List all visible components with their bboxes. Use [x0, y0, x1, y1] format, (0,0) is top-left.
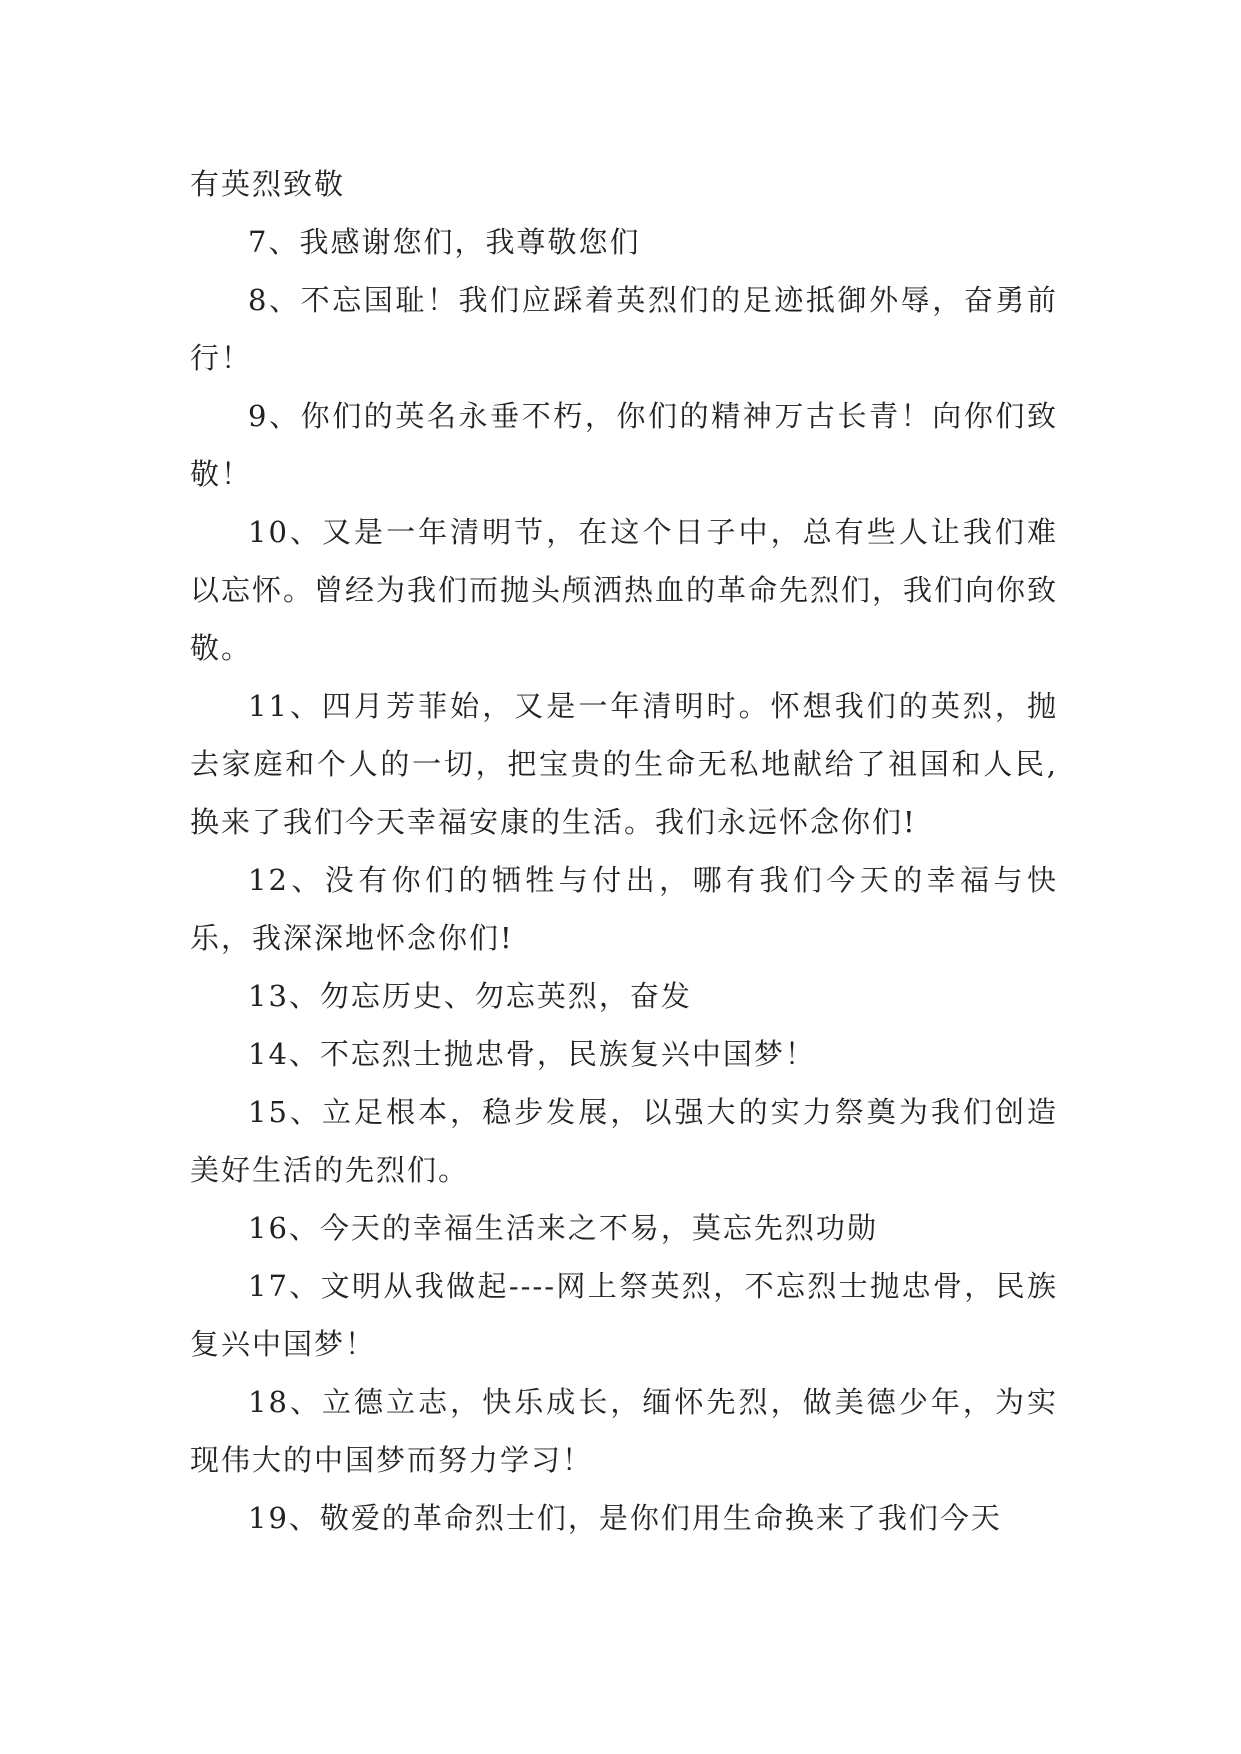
paragraph-item-8: 8、不忘国耻！我们应踩着英烈们的足迹抵御外辱，奋勇前行！ [190, 283, 1058, 375]
paragraph-item-18: 18、立德立志，快乐成长，缅怀先烈，做美德少年，为实现伟大的中国梦而努力学习！ [190, 1385, 1058, 1477]
paragraph-item-19: 19、敬爱的革命烈士们，是你们用生命换来了我们今天 [248, 1501, 1002, 1535]
paragraph-item-17: 17、文明从我做起----网上祭英烈，不忘烈士抛忠骨，民族复兴中国梦！ [190, 1269, 1058, 1361]
paragraph-item-7: 7、我感谢您们，我尊敬您们 [248, 225, 641, 259]
paragraph-item-15: 15、立足根本，稳步发展，以强大的实力祭奠为我们创造美好生活的先烈们。 [190, 1095, 1058, 1187]
paragraph-item-13: 13、勿忘历史、勿忘英烈，奋发 [248, 979, 692, 1013]
paragraph-item-9: 9、你们的英名永垂不朽，你们的精神万古长青！向你们致敬！ [190, 399, 1058, 491]
paragraph-item-16: 16、今天的幸福生活来之不易，莫忘先烈功勋 [248, 1211, 878, 1245]
paragraph-continued: 有英烈致敬 [190, 167, 346, 201]
paragraph-item-14: 14、不忘烈士抛忠骨，民族复兴中国梦！ [248, 1037, 816, 1071]
paragraph-item-11: 11、四月芳菲始，又是一年清明时。怀想我们的英烈，抛去家庭和个人的一切，把宝贵的生命无私地献给了祖国和人民,换来了我们今天幸福安康的生活。我们永远怀念你们! [190, 689, 1058, 839]
paragraph-item-10: 10、又是一年清明节，在这个日子中，总有些人让我们难以忘怀。曾经为我们而抛头颅洒热血的革命先烈们，我们向你致敬。 [190, 515, 1059, 665]
paragraph-item-12: 12、没有你们的牺牲与付出，哪有我们今天的幸福与快乐，我深深地怀念你们! [190, 863, 1058, 955]
document-body [190, 155, 1058, 1547]
